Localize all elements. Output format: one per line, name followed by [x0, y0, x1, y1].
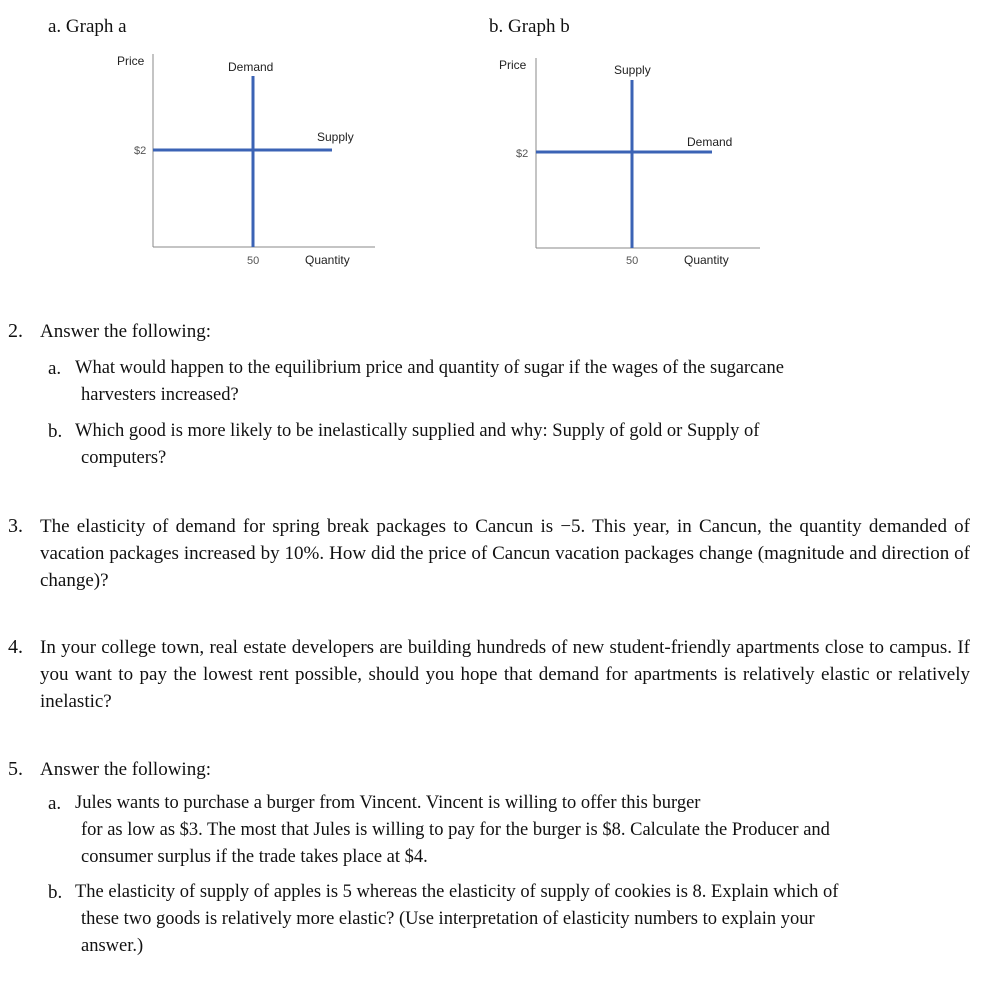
- question-2a-letter: a.: [48, 358, 62, 379]
- question-2b-line: computers?: [81, 448, 167, 468]
- graph-b-price-tick: $2: [516, 148, 529, 160]
- graph-a-price-tick: $2: [134, 145, 147, 157]
- question-4-number: 4.: [8, 636, 23, 658]
- question-5a-line: Jules wants to purchase a burger from Vincent. Vincent is willing to offer this burger: [75, 793, 701, 813]
- question-5b-letter: b.: [48, 882, 63, 903]
- graph-b: [490, 52, 770, 282]
- graph-a-quantity-tick: 50: [247, 255, 260, 267]
- question-2-number: 2.: [8, 320, 23, 342]
- graph-b-title: b. Graph b: [489, 16, 570, 37]
- graph-a-y-axis-label: Price: [117, 54, 145, 68]
- question-5a-line: consumer surplus if the trade takes place at $4.: [81, 847, 428, 867]
- graph-a-title: a. Graph a: [48, 16, 127, 37]
- graph-b-demand-label: Demand: [687, 135, 733, 149]
- question-3-number: 3.: [8, 515, 23, 537]
- question-2b-text: [75, 418, 759, 472]
- graph-a-demand-label: Demand: [228, 60, 274, 74]
- graph-b-x-axis-label: Quantity: [684, 253, 729, 267]
- graph-a-x-axis-label: Quantity: [305, 253, 350, 267]
- question-5b-line: answer.): [81, 936, 144, 956]
- question-2b-letter: b.: [48, 421, 63, 442]
- question-2a-text: [75, 355, 784, 409]
- question-2a-line: harvesters increased?: [81, 385, 239, 405]
- question-4-text: In your college town, real estate developers are building hundreds of new student-friendly apartments close to campus. If you want to pay the lowest rent possible, should you hope that demand for apartments is relatively elastic or relatively inelastic?: [40, 637, 970, 712]
- graph-b-quantity-tick: 50: [626, 255, 639, 267]
- question-5a-line: for as low as $3. The most that Jules is willing to pay for the burger is $8. Calculate the Producer and: [81, 820, 830, 840]
- question-5b-line: these two goods is relatively more elastic? (Use interpretation of elasticity numbers to explain your: [81, 909, 815, 929]
- question-5b-text: [75, 879, 838, 960]
- question-2b-line: Which good is more likely to be inelastically supplied and why: Supply of gold or Supply of: [75, 421, 760, 441]
- question-3-text: The elasticity of demand for spring break packages to Cancun is −5. This year, in Cancun, the quantity demanded of vacation packages increased by 10%. How did the price of Cancun vacation packages change (magnitude and direction of change)?: [40, 516, 970, 591]
- question-5-number: 5.: [8, 758, 23, 780]
- question-5b-line: The elasticity of supply of apples is 5 whereas the elasticity of supply of cookies is 8. Explain which of: [75, 882, 839, 902]
- graph-b-y-axis-label: Price: [499, 58, 527, 72]
- question-2-text: Answer the following:: [40, 321, 211, 342]
- question-2a-line: What would happen to the equilibrium price and quantity of sugar if the wages of the sugarcane: [75, 358, 784, 378]
- graph-a-supply-label: Supply: [317, 130, 354, 144]
- question-5a-letter: a.: [48, 793, 62, 814]
- question-5-text: Answer the following:: [40, 759, 211, 780]
- question-5a-text: [75, 790, 830, 871]
- graph-b-supply-label: Supply: [614, 63, 651, 77]
- graph-a: [100, 48, 380, 278]
